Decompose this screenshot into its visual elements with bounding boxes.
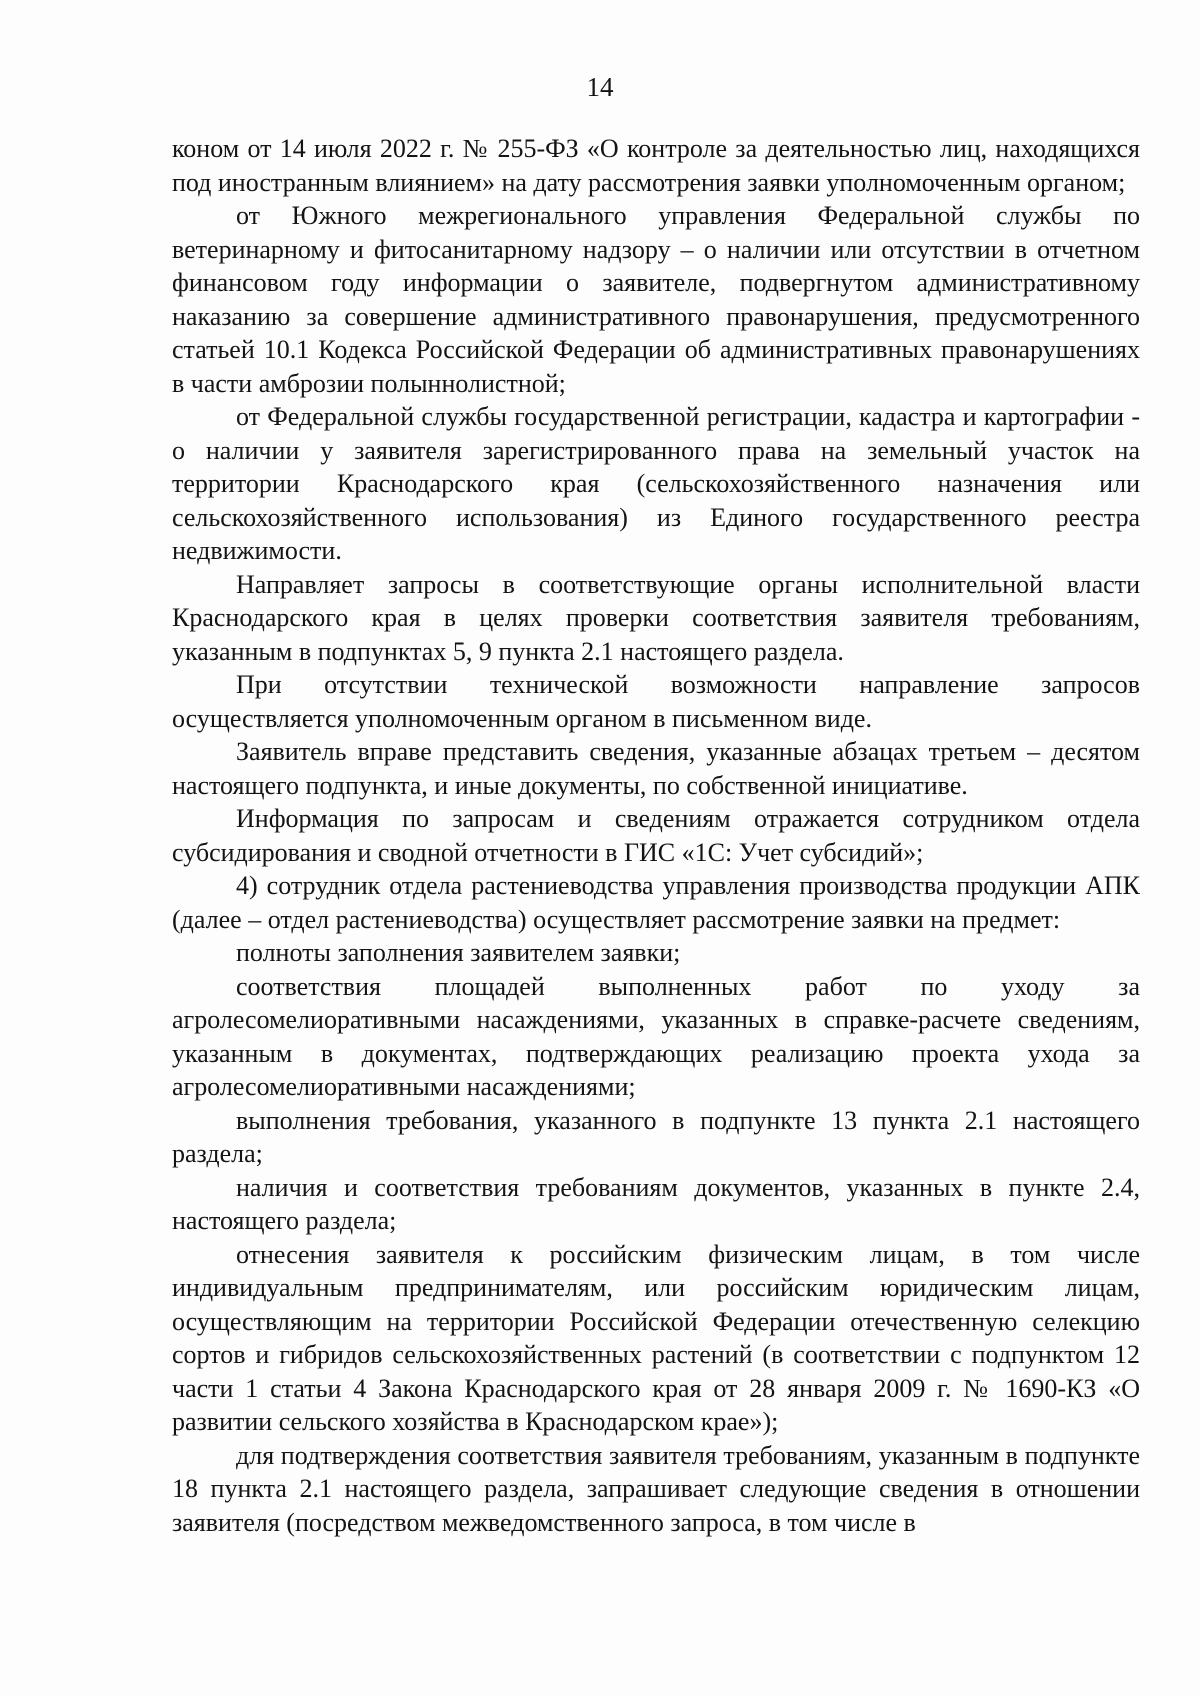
paragraph: отнесения заявителя к российским физическим лицам, в том числе индивидуальным предпринимателям, или российским юридическим лицам, осуществляющим на территории Российской Федерации отечественную селекцию сортов и гибридов сельскохозяйственных растений (в соответствии с подпунктом 12 части 1 статьи 4 Закона Краснодарского края от 28 января 2009 г. № 1690-КЗ «О развитии сельского хозяйства в Краснодарском крае»); <box>172 1239 1140 1436</box>
paragraph: выполнения требования, указанного в подпункте 13 пункта 2.1 настоящего раздела; <box>172 1105 1140 1168</box>
paragraph: наличия и соответствия требованиям документов, указанных в пункте 2.4, настоящего раздела; <box>172 1172 1140 1235</box>
paragraph: Направляет запросы в соответствующие органы исполнительной власти Краснодарского края в целях проверки соответствия заявителя требованиям, указанным в подпунктах 5, 9 пункта 2.1 настоящего раздела. <box>172 569 1140 666</box>
paragraph: коном от 14 июля 2022 г. № 255-ФЗ «О контроле за деятельностью лиц, находящихся под иностранным влиянием» на дату рассмотрения заявки уполномоченным органом; <box>172 134 1140 197</box>
document-body <box>172 132 1140 1539</box>
paragraph: Заявитель вправе представить сведения, указанные абзацах третьем – десятом настоящего подпункта, и иные документы, по собственной инициативе. <box>172 737 1140 800</box>
paragraph: 4) сотрудник отдела растениеводства управления производства продукции АПК (далее – отдел растениеводства) осуществляет рассмотрение заявки на предмет: <box>172 871 1140 934</box>
paragraph: полноты заполнения заявителем заявки; <box>236 938 681 967</box>
paragraph: от Южного межрегионального управления Федеральной службы по ветеринарному и фитосанитарному надзору – о наличии или отсутствии в отчетном финансовом году информации о заявителе, подвергнутом административному наказанию за совершение административного правонарушения, предусмотренного статьей 10.1 Кодекса Российской Федерации об административных правонарушениях в части амброзии полыннолистной; <box>172 201 1140 398</box>
page-number: 14 <box>586 72 614 102</box>
paragraph: При отсутствии технической возможности направление запросов осуществляется уполномоченным органом в письменном виде. <box>172 670 1140 733</box>
paragraph: Информация по запросам и сведениям отражается сотрудником отдела субсидирования и сводной отчетности в ГИС «1С: Учет субсидий»; <box>172 804 1140 867</box>
paragraph: для подтверждения соответствия заявителя требованиям, указанным в подпункте 18 пункта 2.1 настоящего раздела, запрашивает следующие сведения в отношении заявителя (посредством межведомственного запроса, в том числе в <box>172 1440 1140 1537</box>
paragraph: соответствия площадей выполненных работ по уходу за агролесомелиоративными насаждениями, указанных в справке-расчете сведениям, указанным в документах, подтверждающих реализацию проекта ухода за агролесомелиоративными насаждениями; <box>172 971 1140 1101</box>
paragraph: от Федеральной службы государственной регистрации, кадастра и картографии - о наличии у заявителя зарегистрированного права на земельный участок на территории Краснодарского края (сельскохозяйственного назначения или сельскохозяйственного использования) из Единого государственного реестра недвижимости. <box>172 402 1140 565</box>
